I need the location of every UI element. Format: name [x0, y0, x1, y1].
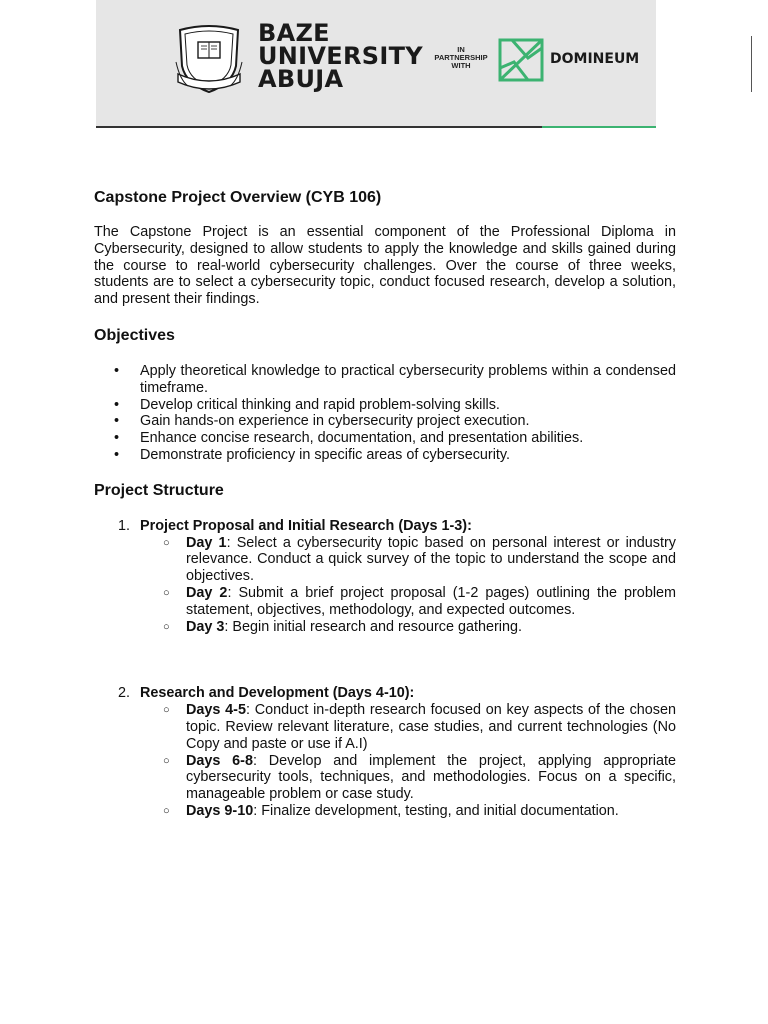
step-item [140, 803, 676, 820]
objectives-heading: Objectives [94, 326, 175, 344]
bullet-icon: • [114, 430, 120, 447]
intro-paragraph: The Capstone Project is an essential component of the Professional Diploma in Cybersecurity, designed to allow students to apply the knowledge and skills gained during the course to real-world cybersecurity challenges. Over the course of three weeks, students are to select a cybersecurity topic, conduct focused research, develop a solution, and present their findings. [94, 224, 676, 308]
step-item-text: : Select a cybersecurity topic based on personal interest or industry relevance. Conduct a quick survey of the topic to understand the scope and objectives. [186, 534, 676, 585]
step-item-text: : Conduct in-depth research focused on key aspects of the chosen topic. Review relevant literature, case studies, and current technologies (No Copy and paste or use if A.I) [186, 702, 676, 752]
circle-bullet-icon: ○ [163, 704, 170, 717]
project-steps-list [94, 518, 676, 820]
domineum-logo-icon [498, 38, 544, 82]
objective-item [94, 363, 676, 397]
university-name-line-2: UNIVERSITY [258, 42, 423, 70]
step-item-text: : Submit a brief project proposal (1-2 pages) outlining the problem statement, objectives, methodology, and expected outcomes. [186, 584, 677, 618]
bullet-icon: • [114, 413, 120, 430]
partnership-caption [428, 46, 494, 70]
step-item [140, 585, 676, 619]
partnership-caption-line-1: IN [457, 45, 465, 54]
university-crest-logo [174, 22, 244, 98]
objective-text: Enhance concise research, documentation, and presentation abilities. [140, 430, 584, 447]
objective-text: Demonstrate proficiency in specific areas of cybersecurity. [140, 446, 511, 463]
circle-bullet-icon: ○ [163, 620, 170, 633]
step-item-text: : Finalize development, testing, and initial documentation. [253, 802, 619, 819]
project-step [94, 518, 676, 686]
step-number: 2. [118, 685, 131, 702]
step-item-label: Days 6-8 [186, 752, 253, 769]
step-item [140, 619, 676, 636]
header-rule [96, 126, 656, 128]
objective-text: Develop critical thinking and rapid problem-solving skills. [140, 396, 500, 413]
step-item-label: Days 4-5 [186, 702, 246, 719]
step-item-label: Day 3 [186, 618, 225, 635]
bullet-icon: • [114, 396, 120, 413]
objective-item [94, 447, 676, 464]
step-item-label: Day 1 [186, 534, 227, 551]
step-item-text: : Begin initial research and resource gathering. [224, 618, 522, 635]
letterhead-banner [96, 0, 656, 127]
step-items-list [140, 535, 676, 636]
project-step [94, 685, 676, 819]
step-item [140, 702, 676, 752]
university-name [258, 19, 423, 93]
circle-bullet-icon: ○ [163, 586, 170, 599]
step-title: Project Proposal and Initial Research (Days 1-3): [140, 517, 472, 534]
circle-bullet-icon: ○ [163, 536, 170, 549]
objective-item [94, 413, 676, 430]
step-items-list [140, 702, 676, 820]
bullet-icon: • [114, 362, 120, 379]
step-item-label: Days 9-10 [186, 802, 254, 819]
spacer [140, 635, 676, 685]
header-divider [751, 36, 752, 92]
step-item-text: : Develop and implement the project, applying appropriate cybersecurity tools, techniques, and methodologies. Focus on a specific, manageable problem or case study. [186, 752, 676, 803]
step-number: 1. [118, 517, 131, 534]
step-item [140, 535, 676, 585]
bullet-icon: • [114, 446, 120, 463]
step-item-label: Day 2 [186, 584, 228, 601]
circle-bullet-icon: ○ [163, 754, 170, 767]
objective-text: Gain hands-on experience in cybersecurity project execution. [140, 413, 530, 430]
partner-name: DOMINEUM [550, 51, 640, 67]
partnership-caption-line-2: PARTNERSHIP [434, 53, 488, 62]
objective-text: Apply theoretical knowledge to practical cybersecurity problems within a condensed timeframe. [140, 362, 676, 396]
step-item [140, 753, 676, 803]
circle-bullet-icon: ○ [163, 804, 170, 817]
step-title: Research and Development (Days 4-10): [140, 685, 415, 702]
document-title: Capstone Project Overview (CYB 106) [94, 189, 382, 206]
objectives-list [94, 363, 676, 464]
university-name-line-3: ABUJA [258, 65, 344, 93]
objective-item [94, 430, 676, 447]
objective-item [94, 397, 676, 414]
university-name-line-1: BAZE [258, 19, 330, 47]
partnership-caption-line-3: WITH [451, 61, 471, 70]
document-body [94, 188, 676, 820]
project-structure-heading: Project Structure [94, 481, 224, 499]
